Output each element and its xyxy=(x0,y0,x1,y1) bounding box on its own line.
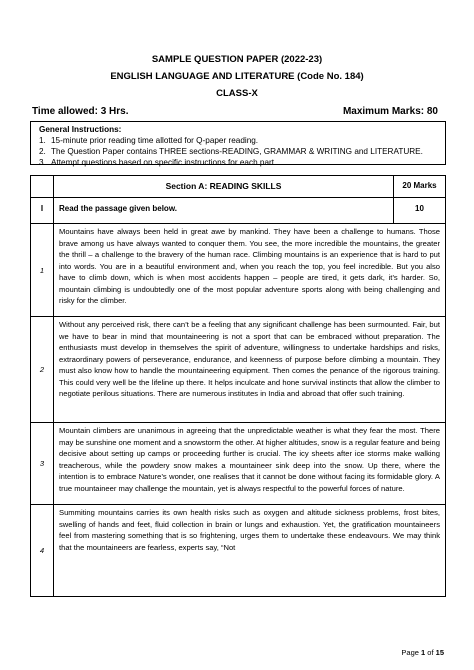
paragraph-row xyxy=(31,505,446,597)
paragraph-number: 3 xyxy=(31,423,54,505)
paragraph-number: 1 xyxy=(31,224,54,317)
section-header-row xyxy=(31,176,446,198)
paragraph-text: Summiting mountains carries its own health risks such as oxygen and altitude sickness problems, frost bites, swelling of hands and feet, fluid collection in brain or lungs and exhaustion. Yet, the gratification mountaineers feel from mastering something that is so frightening, urges them to undertake these endeavours. We may think that the mountaineers are fearless, experts say, “Not xyxy=(54,505,446,597)
paragraph-row xyxy=(31,224,446,317)
section-title: Section A: READING SKILLS xyxy=(54,176,394,198)
section-marks: 20 Marks xyxy=(394,176,446,198)
time-allowed: Time allowed: 3 Hrs. xyxy=(32,106,129,117)
question-number: I xyxy=(31,198,54,224)
maximum-marks: Maximum Marks: 80 xyxy=(342,106,438,117)
paragraph-number: 4 xyxy=(31,505,54,597)
subject-title: ENGLISH LANGUAGE AND LITERATURE (Code No. 184) xyxy=(110,71,364,82)
instruction-item: 1. 15-minute prior reading time allotted for Q-paper reading. xyxy=(39,136,259,145)
general-instructions-box xyxy=(30,121,446,165)
question-text: Read the passage given below. xyxy=(54,198,394,224)
instructions-heading: General Instructions: xyxy=(39,125,122,134)
instruction-item: 3. Attempt questions based on specific instructions for each part. xyxy=(39,158,277,167)
class-title: CLASS-X xyxy=(216,88,258,99)
question-marks: 10 xyxy=(394,198,446,224)
total-pages: 15 xyxy=(435,648,444,657)
page-footer: Page 1 of 15 xyxy=(401,648,444,657)
question-row xyxy=(31,198,446,224)
reading-section-table xyxy=(30,175,446,597)
current-page: 1 xyxy=(421,648,426,657)
paragraph-text: Mountains have always been held in great awe by mankind. They have been a challenge to humans. Those brave among us have always wanted to conquer them. You see, the more incredible the mountains, the greater the thrill – a challenge to the bravery of the human race. Climbing mountains is an experience that is hard to put into words. You are in a beautiful environment and, when you reach the top, you feel incredible. But you also have to climb down, which is when most accidents happen – people are tired, it gets dark, it’s harder. So, mountain climbing is undoubtedly one of the most popular adventure sports along with being challenging and risky for the climber. xyxy=(54,224,446,317)
paragraph-row xyxy=(31,317,446,423)
instruction-item: 2. The Question Paper contains THREE sections-READING, GRAMMAR & WRITING and LITERATURE. xyxy=(39,147,423,156)
paragraph-row xyxy=(31,423,446,505)
paragraph-number: 2 xyxy=(31,317,54,423)
paragraph-text: Without any perceived risk, there can’t be a feeling that any significant challenge has been surmounted. Fair, but we have to bear in mind that mountaineering is not a sport that can be embraced without preparation. The enthusiasts must develop in themselves the spirit of adventure, willingness to undertake hardships and risks, extraordinary powers of perseverance, endurance, and keenness of purpose before climbing a mountain. They must also know how to handle the mountaineering equipment. Then comes the penance of the rigorous training. This could very well be the lifeline up there. It helps inculcate and hone survival instincts that allow the climber to negotiate perilous situations. There are numerous institutes in India and abroad that offer such training. xyxy=(54,317,446,423)
paper-title: SAMPLE QUESTION PAPER (2022-23) xyxy=(151,54,323,65)
paragraph-text: Mountain climbers are unanimous in agreeing that the unpredictable weather is what they fear the most. There may be sunshine one moment and a snowstorm the other. At higher altitudes, snow is a regular feature and being decisive about setting up camps or proceeding further is crucial. The icy sheets after ice storms make walking treacherous, while the powdery snow makes a mountaineer sink deep into the snow. Up there, where the intention is to embrace Nature’s wonder, one realises that it cannot be done without facing its formidable glory. A true mountaineer may challenge the mountain, yet is always respectful to the powerful forces of nature. xyxy=(54,423,446,505)
